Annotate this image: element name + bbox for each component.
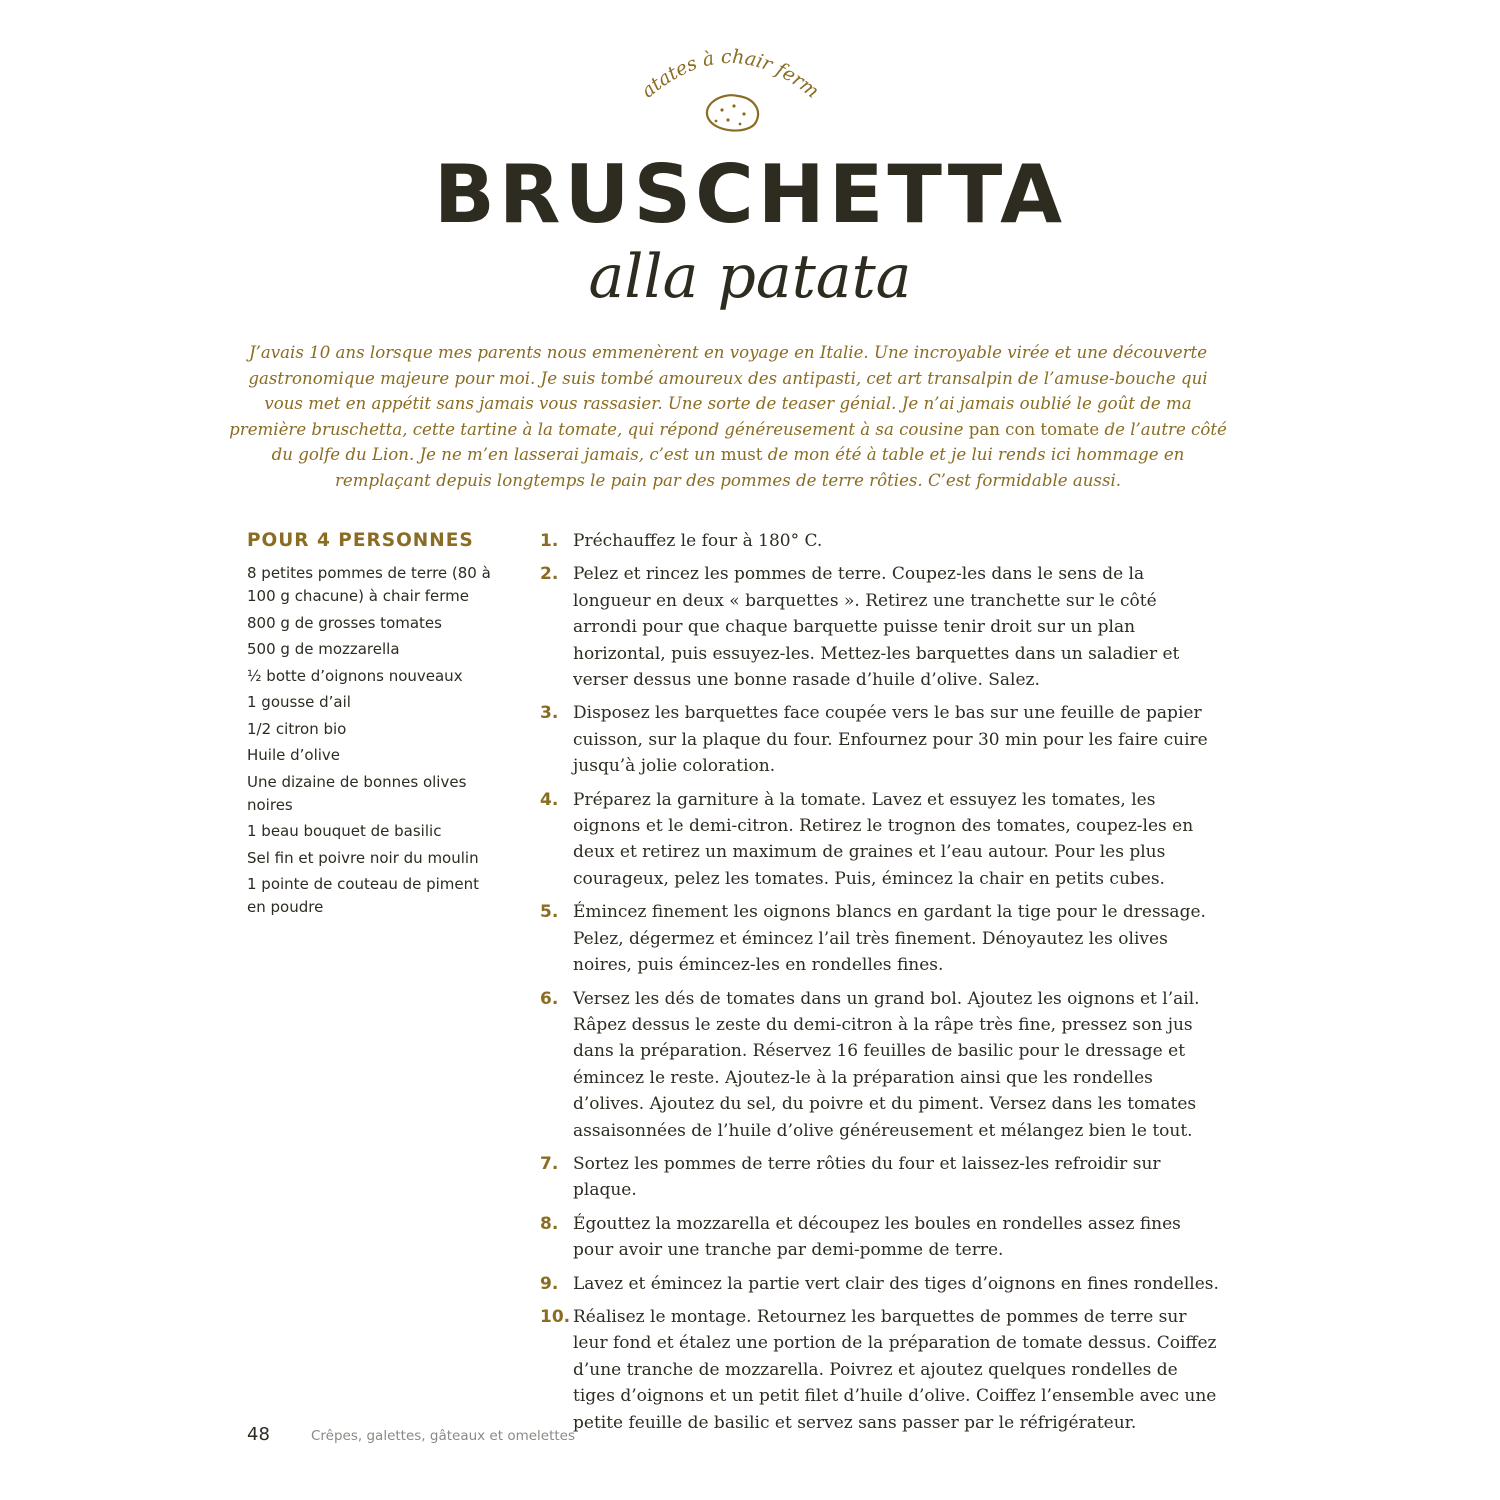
step-item xyxy=(540,899,1220,978)
ingredient-item: 8 petites pommes de terre (80 à 100 g chacune) à chair ferme xyxy=(247,564,491,605)
recipe-subtitle: alla patata xyxy=(588,242,912,312)
step-number: 8. xyxy=(540,1213,559,1234)
step-item xyxy=(540,986,1220,1144)
intro-text-1: J’avais 10 ans lorsque mes parents nous emmenèrent en voyage en Italie. Une incroyable virée et une découverte gastronomique majeure pour moi. Je suis tombé amoureux des antipasti, cet art transalpin de l’amuse-bouche qui vous met en appétit sans jamais vous rassasier. Une sorte de teaser génial. Je n’ai jamais oublié le goût de ma première bruschetta, cette tartine à la tomate, qui répond généreusement à sa cousine xyxy=(229,343,1208,439)
ingredient-item: 1 gousse d’ail xyxy=(247,693,351,711)
ingredients-list xyxy=(247,562,502,923)
potato-icon xyxy=(707,95,758,130)
section-title: Crêpes, galettes, gâteaux et omelettes xyxy=(311,1428,576,1444)
step-text: Versez les dés de tomates dans un grand bol. Ajoutez les oignons et l’ail. Râpez dessus le zeste du demi-citron à la râpe très fine, pressez son jus dans la préparation. Réservez 16 feuilles de basilic pour le dressage et émincez le reste. Ajoutez-le à la préparation ainsi que les rondelles d’olives. Ajoutez du sel, du poivre et du piment. Versez dans les tomates assaisonnées de l’huile d’olive généreusement et mélangez bien le tout. xyxy=(573,988,1200,1141)
ingredient-item: 1/2 citron bio xyxy=(247,719,347,738)
intro-text-2: de l’autre côté du golfe du Lion. Je ne m’en lasserai jamais, c’est un xyxy=(271,419,1227,464)
step-text: Sortez les pommes de terre rôties du four et laissez-les refroidir sur plaque. xyxy=(573,1153,1161,1201)
category-badge-text: atates à chair ferm xyxy=(637,45,824,103)
step-number: 9. xyxy=(540,1273,559,1294)
step-number: 2. xyxy=(540,564,559,585)
step-text: Préchauffez le four à 180° C. xyxy=(573,531,823,551)
step-number: 1. xyxy=(540,531,559,551)
ingredient-item: 1 beau bouquet de basilic xyxy=(247,822,442,840)
ingredient-item: Sel fin et poivre noir du moulin xyxy=(247,848,479,867)
ingredient-item: Une dizaine de bonnes olives noires xyxy=(247,772,467,814)
step-text: Égouttez la mozzarella et découpez les boules en rondelles assez fines pour avoir une tranche par demi-pomme de terre. xyxy=(573,1213,1181,1261)
ingredient-item: 800 g de grosses tomates xyxy=(247,613,442,632)
step-number: 6. xyxy=(540,988,559,1009)
step-number: 7. xyxy=(540,1153,559,1174)
recipe-title: BRUSCHETTA xyxy=(433,148,1067,241)
ingredient-item: 500 g de mozzarella xyxy=(247,640,400,658)
steps-list xyxy=(540,528,1220,1443)
step-item xyxy=(540,561,1220,693)
step-number: 5. xyxy=(540,902,559,923)
step-number: 3. xyxy=(540,703,559,724)
ingredient-item: ½ botte d’oignons nouveaux xyxy=(247,666,463,685)
step-text: Disposez les barquettes face coupée vers le bas sur une feuille de papier cuisson, sur la plaque du four. Enfournez pour 30 min pour les faire cuire jusqu’à jolie coloration. xyxy=(573,703,1208,777)
step-text: Lavez et émincez la partie vert clair des tiges d’oignons en fines rondelles. xyxy=(573,1273,1219,1294)
ingredient-item: Huile d’olive xyxy=(247,746,341,764)
step-text: Préparez la garniture à la tomate. Lavez et essuyez les tomates, les oignons et le demi-citron. Retirez le trognon des tomates, coupez-les en deux et retirez un maximum de graines et l’eau autour. Pour les plus courageux, pelez les tomates. Puis, émincez la chair en petits cubes. xyxy=(573,789,1194,889)
intro-upright-2: must xyxy=(720,445,763,464)
page-number: 48 xyxy=(247,1424,270,1445)
step-item xyxy=(540,1211,1220,1264)
intro-text-3: de mon été à table et je lui rends ici hommage en remplaçant depuis longtemps le pain par des pommes de terre rôties. C’est formidable aussi. xyxy=(334,445,1185,490)
step-item xyxy=(540,1151,1220,1204)
step-number: 10. xyxy=(540,1306,571,1327)
step-text: Pelez et rincez les pommes de terre. Coupez-les dans le sens de la longueur en deux « barquettes ». Retirez une tranchette sur le côté arrondi pour que chaque barquette puisse tenir droit sur un plan horizontal, puis essuyez-les. Mettez-les barquettes dans un saladier et verser dessus une bonne rasade d’huile d’olive. Salez. xyxy=(573,564,1180,691)
ingredients-title: POUR 4 PERSONNES xyxy=(247,530,474,551)
step-text: Réalisez le montage. Retournez les barquettes de pommes de terre sur leur fond et étalez une portion de la préparation de tomate dessus. Coiffez d’une tranche de mozzarella. Poivrez et ajoutez quelques rondelles de tiges d’oignons et un petit filet d’huile d’olive. Coiffez l’ensemble avec une petite feuille de basilic et servez sans passer par le réfrigérateur. xyxy=(573,1306,1217,1433)
step-item xyxy=(540,700,1220,779)
step-item xyxy=(540,787,1220,893)
step-number: 4. xyxy=(540,789,559,810)
intro-paragraph xyxy=(228,340,1228,493)
intro-upright-1: pan con tomate xyxy=(968,419,1100,439)
ingredient-item: 1 pointe de couteau de piment en poudre xyxy=(247,875,480,916)
step-text: Émincez finement les oignons blancs en gardant la tige pour le dressage. Pelez, dégermez et émincez l’ail très finement. Dénoyautez les olives noires, puis émincez-les en rondelles fines. xyxy=(573,902,1206,976)
step-item xyxy=(540,528,1220,554)
step-item xyxy=(540,1271,1220,1297)
category-badge xyxy=(630,30,830,140)
step-item xyxy=(540,1304,1220,1436)
